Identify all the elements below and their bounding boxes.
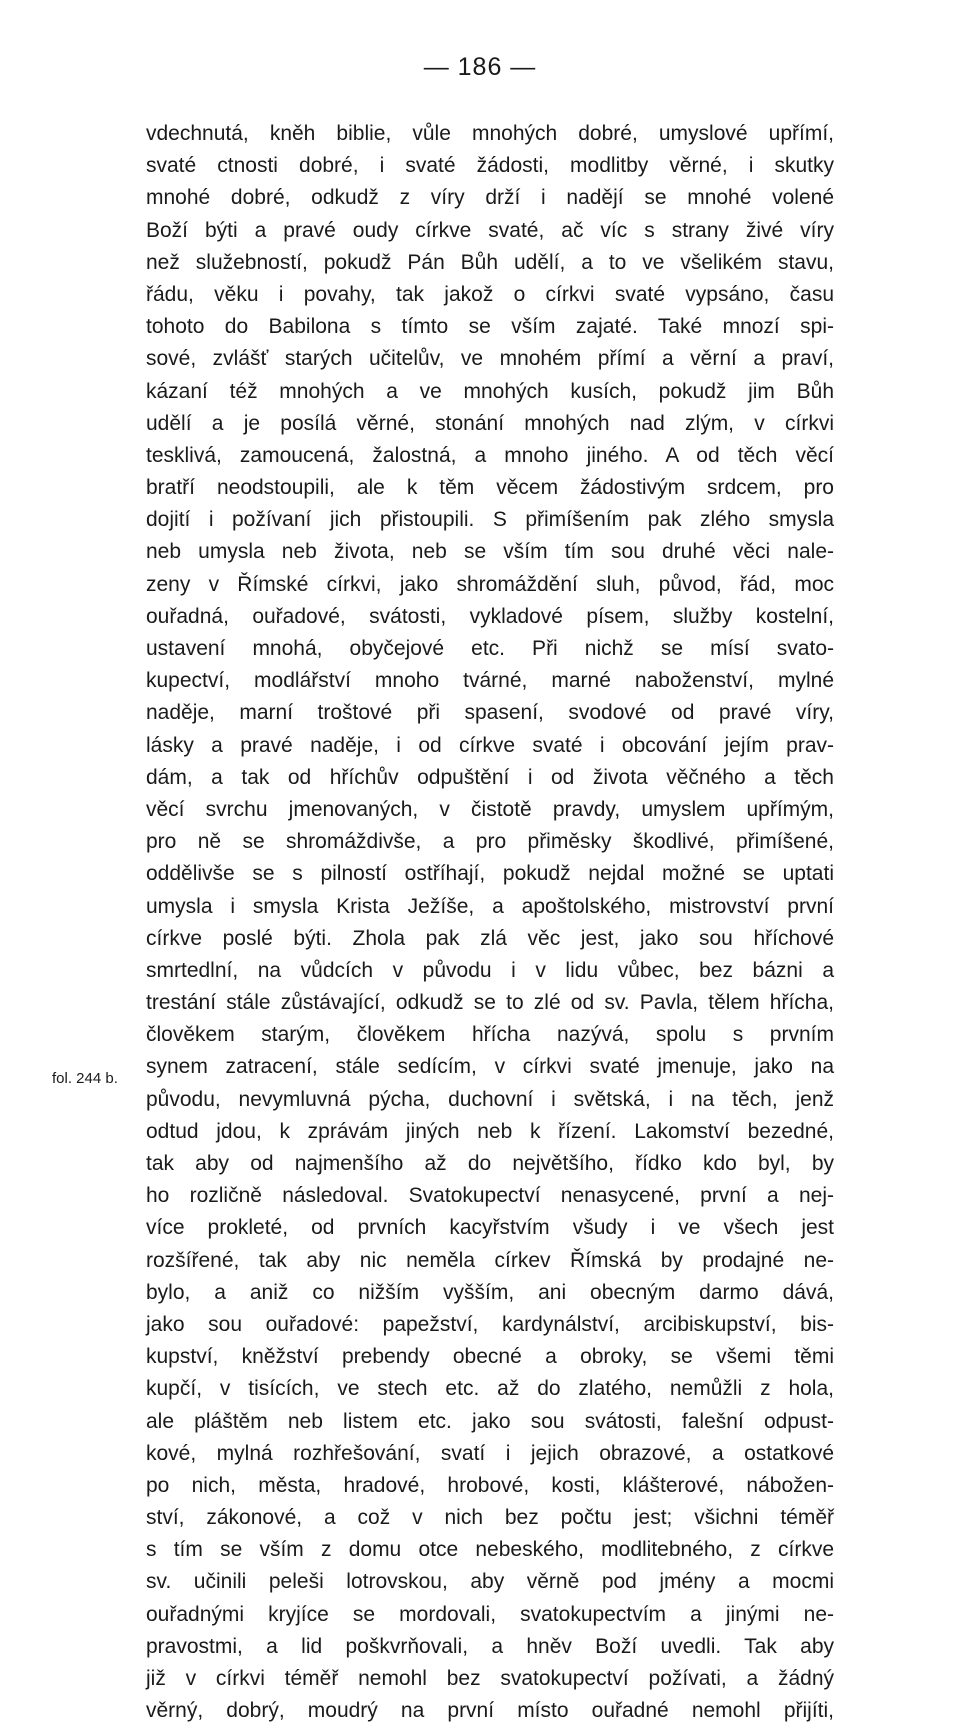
text-line: ho rozličně následoval. Svatokupectví nenasycené, první a nej-: [146, 1184, 834, 1208]
text-line: dojití i požívaní jich přistoupili. S přimíšením pak zlého smysla: [146, 508, 834, 532]
text-line: dám, a tak od hříchův odpuštění i od života věčného a těch: [146, 765, 834, 789]
text-line: kové, mylná rozhřešování, svatí i jejich obrazové, a ostatkové: [146, 1441, 834, 1465]
text-line: s tím se vším z domu otce nebeského, modlitebného, z církve: [146, 1538, 834, 1562]
text-line: vdechnutá, kněh biblie, vůle mnohých dobré, umyslové upřímí,: [146, 122, 834, 145]
page-number-header: — 186 —: [423, 53, 537, 81]
text-line: oddělivše se s pilností ostříhají, pokudž nejdal možné se uptati: [146, 862, 834, 886]
body-text: [146, 118, 834, 1727]
text-line: tohoto do Babilona s tímto se vším zajaté. Také mnozí spi-: [146, 315, 834, 339]
text-line: jako sou ouřadové: papežství, kardynálství, arcibiskupství, bis-: [146, 1312, 834, 1336]
text-line: kázaní též mnohých a ve mnohých kusích, pokudž jim Bůh: [146, 379, 834, 403]
text-line: ouřadná, ouřadové, svátosti, vykladové písem, služby kostelní,: [146, 604, 834, 628]
text-line: již v církvi téměř nemohl bez svatokupectví požívati, a žádný: [146, 1667, 834, 1690]
text-line: svaté ctnosti dobré, i svaté žádosti, modlitby věrné, i skutky: [146, 154, 834, 178]
text-line: kupectví, modlářství mnoho tvárné, marné naboženství, mylné: [146, 669, 834, 693]
text-line: původu, nevymluvná pýcha, duchovní i světská, i na těch, jenž: [146, 1087, 834, 1111]
text-line: kupství, kněžství prebendy obecné a obroky, se všemi těmi: [146, 1345, 834, 1369]
text-line: ství, zákonové, a což v nich bez počtu jest; všichni téměř: [146, 1506, 834, 1530]
text-line: odtud jdou, k zprávám jiných neb k řízení. Lakomství bezedné,: [146, 1119, 834, 1143]
text-line: více prokleté, od prvních kacyřstvím všudy i ve všech jest: [146, 1216, 834, 1240]
text-line: člověkem starým, člověkem hřícha nazývá, spolu s prvním: [146, 1023, 834, 1047]
text-line: lásky a pravé naděje, i od církve svaté i obcování jejím prav-: [146, 733, 834, 757]
text-line: zeny v Římské církvi, jako shromáždění sluh, původ, řád, moc: [146, 572, 834, 596]
text-line: tesklivá, zamoucená, žalostná, a mnoho jiného. A od těch věcí: [146, 443, 834, 467]
text-line: rozšířené, tak aby nic neměla církev Římská by prodajné ne-: [146, 1248, 834, 1272]
text-line: neb umysla neb života, neb se vším tím sou druhé věci nale-: [146, 540, 834, 564]
text-line: mnohé dobré, odkudž z víry drží i nadějí se mnohé volené: [146, 186, 834, 210]
text-line: věrný, dobrý, moudrý na první místo ouřadné nemohl přijíti,: [146, 1699, 834, 1723]
text-line: trestání stále zůstávající, odkudž se to zlé od sv. Pavla, tělem hřícha,: [146, 991, 834, 1015]
text-line: církve poslé býti. Zhola pak zlá věc jest, jako sou hříchové: [146, 926, 834, 950]
text-line: bylo, a aniž co nižším vyšším, ani obecným darmo dává,: [146, 1280, 834, 1304]
text-line: smrtedlní, na vůdcích v původu i v lidu vůbec, bez bázni a: [146, 958, 834, 982]
text-line: věcí svrchu jmenovaných, v čistotě pravdy, umyslem upřímým,: [146, 797, 834, 821]
text-line: kupčí, v tisících, ve stech etc. až do zlatého, nemůžli z hola,: [146, 1377, 834, 1401]
text-line: udělí a je posílá věrné, stonání mnohých nad zlým, v církvi: [146, 411, 834, 435]
text-line: ouřadnými kryjíce se mordovali, svatokupectvím a jinými ne-: [146, 1602, 834, 1626]
text-line: po nich, města, hradové, hrobové, kosti, klášterové, nábožen-: [146, 1473, 834, 1497]
text-line: Boží býti a pravé oudy církve svaté, ač víc s strany živé víry: [146, 218, 834, 242]
text-line: pro ně se shromáždivše, a pro přiměsky škodlivé, přimíšené,: [146, 830, 834, 854]
text-line: pravostmi, a lid poškvrňovali, a hněv Boží uvedli. Tak aby: [146, 1634, 834, 1658]
text-line: umysla i smysla Krista Ježíše, a apoštolského, mistrovství první: [146, 894, 834, 918]
text-line: než služebností, pokudž Pán Bůh udělí, a to ve všelikém stavu,: [146, 250, 834, 274]
text-line: sové, zvlášť starých učitelův, ve mnohém přímí a věrní a praví,: [146, 347, 834, 371]
text-line: synem zatracení, stále sedícím, v církvi svaté jmenuje, jako na: [146, 1055, 834, 1079]
text-line: řádu, věku i povahy, tak jakož o církvi svaté vypsáno, času: [146, 282, 834, 306]
text-line: sv. učinili peleši lotrovskou, aby věrně pod jmény a mocmi: [146, 1570, 834, 1594]
text-line: naděje, marní troštové při spasení, svodové od pravé víry,: [146, 701, 834, 725]
folio-margin-note: fol. 244 b.: [52, 1070, 118, 1087]
text-line: ustavení mnohá, obyčejové etc. Při nichž se mísí svato-: [146, 637, 834, 660]
text-line: tak aby od najmenšího až do největšího, řídko kdo byl, by: [146, 1152, 834, 1175]
text-line: bratří neodstoupili, ale k těm věcem žádostivým srdcem, pro: [146, 476, 834, 500]
text-line: ale pláštěm neb listem etc. jako sou svátosti, falešní odpust-: [146, 1409, 834, 1433]
